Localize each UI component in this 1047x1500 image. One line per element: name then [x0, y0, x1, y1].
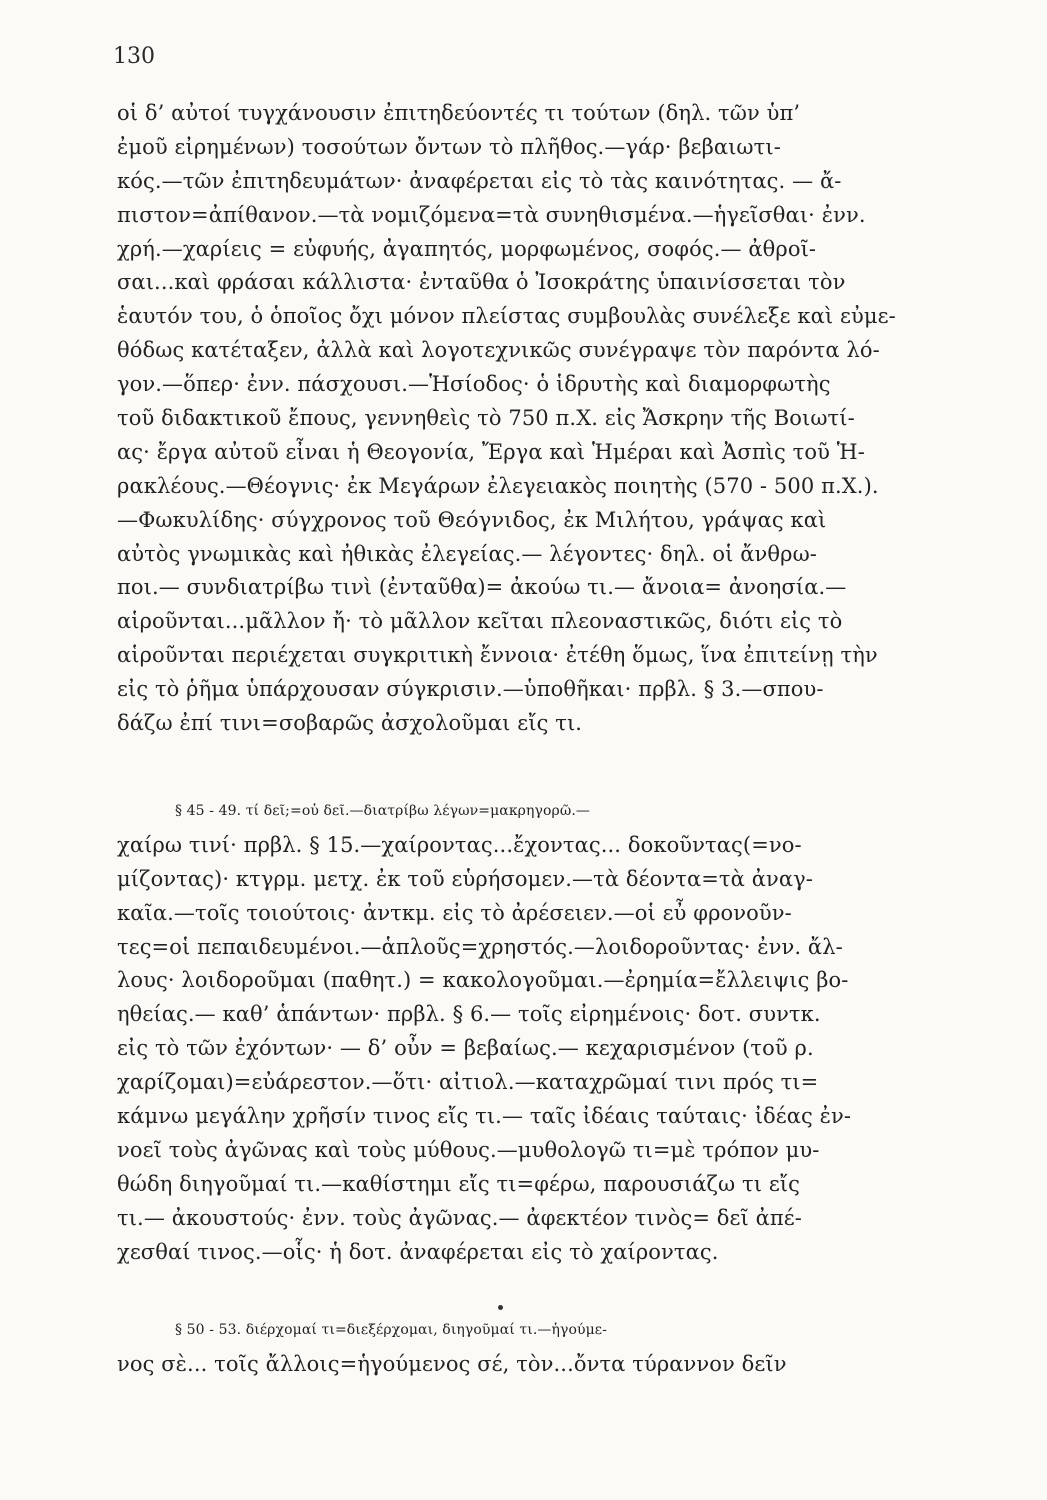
text-line: χαρίζομαι)=εὐάρεστον.—ὅτι· αἰτιολ.—καταχρῶμαί τινι πρός τι=: [117, 1070, 819, 1095]
text-line: τι.— ἀκουστούς· ἐνν. τοὺς ἀγῶνας.— ἀφεκτέον τινὸς= δεῖ ἀπέ-: [117, 1205, 802, 1230]
text-line: χεσθαί τινος.—οἷς· ἡ δοτ. ἀναφέρεται εἰς τὸ χαίροντας.: [117, 1239, 719, 1264]
text-line: ἑαυτόν του, ὁ ὁποῖος ὄχι μόνον πλείστας συμβουλὰς συνέλεξε καὶ εὐμε-: [117, 304, 896, 329]
text-line: εἰς τὸ ῥῆμα ὑπάρχουσαν σύγκρισιν.—ὑποθῆκαι· πρβλ. § 3.—σπου-: [117, 677, 824, 702]
text-line: σαι...καὶ φράσαι κάλλιστα· ἐνταῦθα ὁ Ἰσοκράτης ὑπαινίσσεται τὸν: [117, 270, 846, 295]
text-line: ρακλέους.—Θέογνις· ἐκ Μεγάρων ἐλεγειακὸς ποιητὴς (570 - 500 π.Χ.).: [117, 473, 879, 498]
commentary-section-1: [117, 97, 977, 741]
text-line: χαίρω τινί· πρβλ. § 15.—χαίροντας...ἔχοντας... δοκοῦντας(=νο-: [117, 832, 802, 857]
text-line: λους· λοιδοροῦμαι (παθητ.) = κακολογοῦμαι.—ἐρημία=ἔλλειψις βο-: [117, 968, 849, 993]
text-line: κάμνω μεγάλην χρῆσίν τινος εἴς τι.— ταῖς ἰδέαις ταύταις· ἰδέας ἐν-: [117, 1104, 852, 1129]
text-line: χρή.—χαρίεις = εὐφυής, ἀγαπητός, μορφωμένος, σοφός.— ἀθροῖ-: [117, 236, 817, 261]
text-line: ας· ἔργα αὐτοῦ εἶναι ἡ Θεογονία, Ἔργα καὶ Ἡμέραι καὶ Ἀσπὶς τοῦ Ἡ-: [117, 439, 865, 464]
text-line: αἱροῦνται...μᾶλλον ἤ· τὸ μᾶλλον κεῖται πλεοναστικῶς, διότι εἰς τὸ: [117, 609, 843, 634]
text-line: νοεῖ τοὺς ἀγῶνας καὶ τοὺς μύθους.—μυθολογῶ τι=μὲ τρόπον μυ-: [117, 1137, 820, 1162]
text-line: τες=οἱ πεπαιδευμένοι.—ἁπλοῦς=χρηστός.—λοιδοροῦντας· ἐνν. ἄλ-: [117, 934, 843, 959]
text-line: μίζοντας)· κτγρμ. μετχ. ἐκ τοῦ εὑρήσομεν.—τὰ δέοντα=τὰ ἀναγ-: [117, 866, 813, 891]
section-heading-line: § 45 - 49. τί δεῖ;=οὐ δεῖ.—διατρίβω λέγων=μακρηγορῶ.—: [175, 803, 590, 819]
section-heading-line: § 50 - 53. διέρχομαί τι=διεξέρχομαι, διηγοῦμαί τι.—ἡγούμε-: [175, 1322, 607, 1338]
text-line: ποι.— συνδιατρίβω τινὶ (ἐνταῦθα)= ἀκούω τι.— ἄνοια= ἀνοησία.—: [117, 575, 847, 600]
text-line: αἱροῦνται περιέχεται συγκριτικὴ ἔννοια· ἐτέθη ὅμως, ἵνα ἐπιτείνῃ τὴν: [117, 643, 878, 668]
text-line: νος σὲ... τοῖς ἄλλοις=ἡγούμενος σέ, τὸν...ὄντα τύραννον δεῖν: [117, 1351, 787, 1376]
commentary-section-2: [117, 795, 977, 1269]
text-line: θόδως κατέταξεν, ἀλλὰ καὶ λογοτεχνικῶς συνέγραψε τὸν παρόντα λό-: [117, 338, 880, 363]
text-line: θώδη διηγοῦμαί τι.—καθίστημι εἴς τι=φέρω, παρουσιάζω τι εἴς: [117, 1171, 800, 1196]
stray-dot-mark: [498, 1305, 503, 1310]
text-line: οἱ δ’ αὐτοί τυγχάνουσιν ἐπιτηδεύοντές τι τούτων (δηλ. τῶν ὑπ’: [117, 101, 801, 125]
text-line: τοῦ διδακτικοῦ ἔπους, γεννηθεὶς τὸ 750 π.Χ. εἰς Ἄσκρην τῆς Βοιωτί-: [117, 406, 855, 431]
text-line: ἐμοῦ εἰρημένων) τοσούτων ὄντων τὸ πλῆθος.—γάρ· βεβαιωτι-: [117, 134, 781, 159]
page-number: 130: [113, 44, 155, 69]
text-line: δάζω ἐπί τινι=σοβαρῶς ἀσχολοῦμαι εἴς τι.: [117, 711, 583, 736]
commentary-section-3: [117, 1314, 977, 1382]
text-line: κός.—τῶν ἐπιτηδευμάτων· ἀναφέρεται εἰς τὸ τὰς καινότητας. — ἄ-: [117, 168, 842, 193]
text-line: πιστον=ἀπίθανον.—τὰ νομιζόμενα=τὰ συνηθισμένα.—ἡγεῖσθαι· ἐνν.: [117, 202, 866, 227]
text-line: —Φωκυλίδης· σύγχρονος τοῦ Θεόγνιδος, ἐκ Μιλήτου, γράψας καὶ: [117, 507, 827, 532]
text-line: αὐτὸς γνωμικὰς καὶ ἠθικὰς ἐλεγείας.— λέγοντες· δηλ. οἱ ἄνθρω-: [117, 541, 817, 566]
text-line: εἰς τὸ τῶν ἐχόντων· — δ’ οὖν = βεβαίως.— κεχαρισμένον (τοῦ ρ.: [117, 1036, 814, 1061]
text-line: καῖα.—τοῖς τοιούτοις· ἀντκμ. εἰς τὸ ἀρέσειεν.—οἱ εὖ φρονοῦν-: [117, 900, 792, 925]
text-line: ηθείας.— καθ’ ἁπάντων· πρβλ. § 6.— τοῖς εἰρημένοις· δοτ. συντκ.: [117, 1002, 821, 1027]
text-line: γον.—ὅπερ· ἐνν. πάσχουσι.—Ἡσίοδος· ὁ ἱδρυτὴς καὶ διαμορφωτὴς: [117, 372, 831, 397]
